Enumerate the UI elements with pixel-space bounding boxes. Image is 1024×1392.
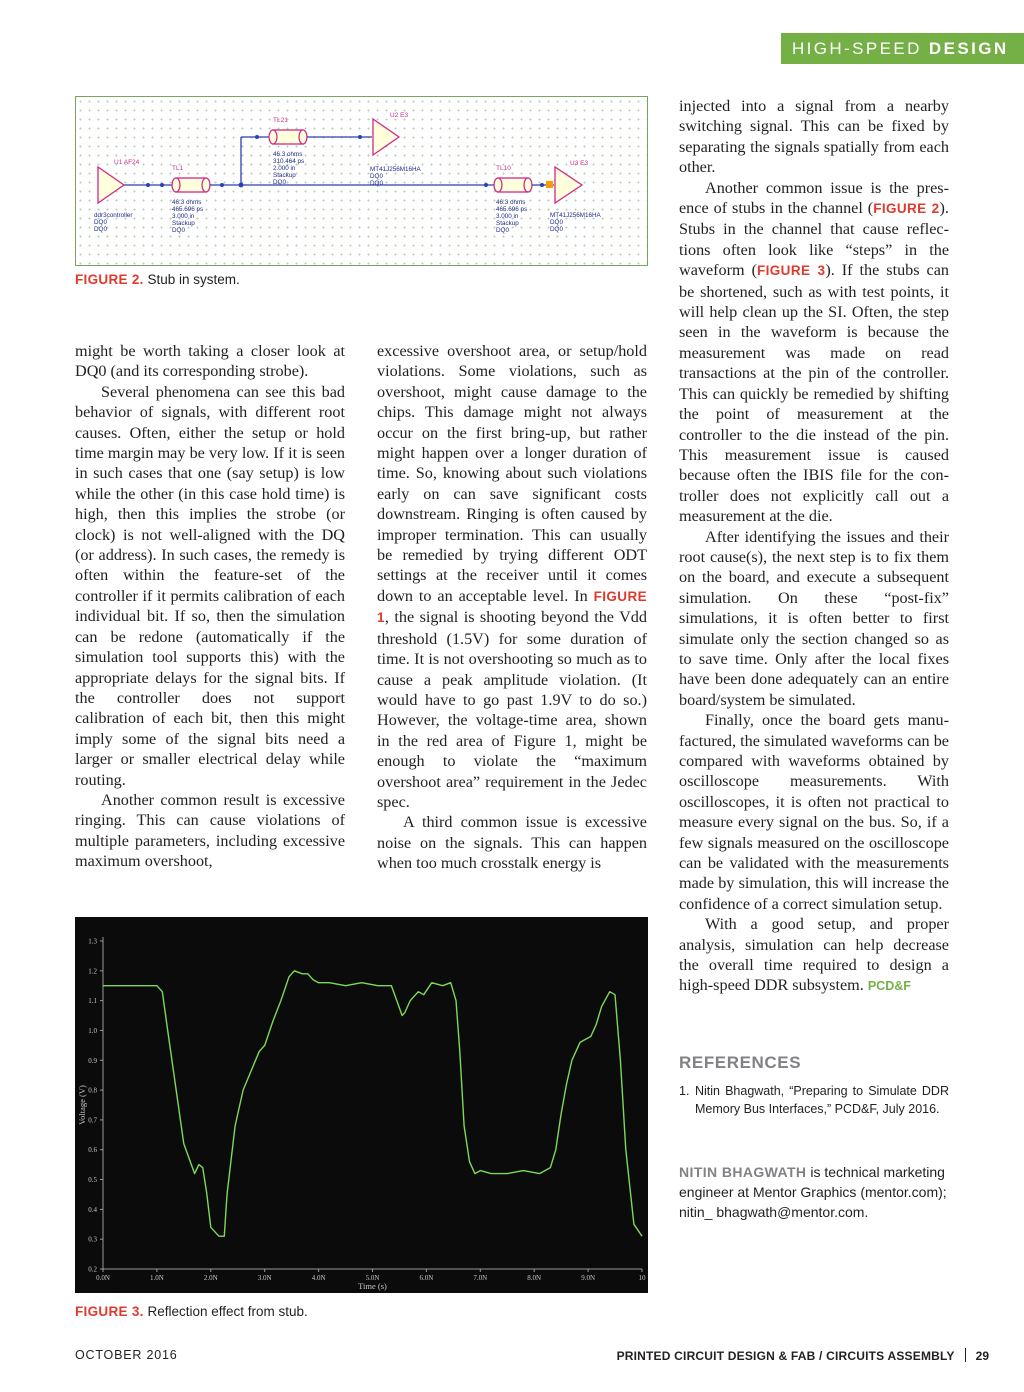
author-name: NITIN BHAGWATH <box>679 1164 807 1180</box>
tl10-label-3: Stackup <box>496 220 519 227</box>
schematic-svg <box>76 97 648 266</box>
figure-2-label: FIGURE 2. <box>75 272 144 287</box>
u3-label-2: DQ0 <box>550 226 563 233</box>
x-tick-label: 5.0N <box>365 1274 380 1282</box>
tl1-label-2: 3.000 in <box>172 213 195 220</box>
x-tick-label: 8.0N <box>527 1274 542 1282</box>
author-bio-text: is technical marketing engineer at Mentor Graphics (mentor.com); nitin_ bhagwath@mentor.com. <box>679 1164 947 1220</box>
u2-label-2: DQ0 <box>370 180 383 187</box>
u2-label-1: DQ0 <box>370 173 383 180</box>
col3-paragraph-3: After identifying the issues and their root cause(s), the next step is to fix them on the board, and execute a subsequent simulation. On these “post-fix” simulations, it is often better to first simulate only the section changed so as to save time. Only after the local fixes have been done adequately can an entire board/system be simulated. <box>679 527 949 709</box>
waveform-svg <box>75 917 648 1293</box>
y-tick-label: 0.8 <box>88 1086 97 1095</box>
col3-paragraph-4: Finally, once the board gets manufactured, the simulated waveforms can be compared with waveforms obtained by oscilloscope measurements. With oscilloscopes, it is often not practical to measure every signal on the bus. So, if a few signals measured on the oscilloscope can be validated with the measurements made by simulation, this will increase the confidence of a correct simulation setup. <box>679 711 949 913</box>
voltage-series-line <box>103 971 642 1236</box>
y-tick-label: 0.5 <box>88 1176 97 1185</box>
col3-paragraph-5 <box>679 914 949 997</box>
u3-label-0: MT41J256M16HA <box>550 212 601 219</box>
figure-2-caption <box>75 272 240 287</box>
x-tick-label: 0.0N <box>96 1274 110 1282</box>
y-tick-label: 0.6 <box>88 1146 97 1155</box>
col3-paragraph-2-b: ). Stubs in the channel that cause reflections often look like “steps” in the waveform ( <box>679 199 949 280</box>
x-tick-label: 2.0N <box>203 1274 218 1282</box>
signoff-mark: PCD&F <box>867 979 911 994</box>
y-tick-label: 0.4 <box>88 1205 97 1214</box>
column-2 <box>377 341 647 874</box>
tl1-label-1: 465.696 ps <box>172 206 204 213</box>
tl10-ref: TL10 <box>496 165 511 172</box>
col3-paragraph-5-text: With a good setup, and proper analysis, simulation can help decrease the overall time required to design a high-speed DDR subsystem. <box>679 915 949 995</box>
reference-item-1 <box>679 1082 949 1118</box>
tl1-ref: TL1 <box>172 165 184 172</box>
tl10-label-2: 3.000 in <box>496 213 519 220</box>
driver-label-0: ddr3controller <box>94 212 133 219</box>
figure-3-reference-link[interactable]: FIGURE 3 <box>756 263 826 279</box>
x-tick-label: 9.0N <box>581 1274 596 1282</box>
figure-3-label: FIGURE 3. <box>75 1304 144 1319</box>
tl21-ref: TL21 <box>273 117 288 124</box>
figure-3-chart <box>75 917 648 1293</box>
column-1 <box>75 341 345 872</box>
y-tick-label: 1.1 <box>88 997 97 1006</box>
y-tick-label: 1.2 <box>88 967 97 976</box>
col2-paragraph-2: A third common issue is excessive noise on the signals. This can happen when too much crosstalk energy is <box>377 813 647 873</box>
footer-divider <box>965 1348 966 1362</box>
u2-ref: U2 E3 <box>390 112 409 119</box>
tl1-label-4: DQ0 <box>172 227 185 234</box>
reference-1-number: 1. <box>679 1084 690 1098</box>
col2-paragraph-1-b: , the signal is shooting beyond the Vdd threshold (1.5V) for some duration of time. It is not overshooting so much as to cause a peak amplitude violation. (It would have to go past 1.9V to do so.) However, the voltage-time area, shown in the red area of Figure 1, might be enough to violate the “maximum overshoot area” requirement in the Jedec spec. <box>377 608 647 811</box>
y-tick-label: 0.2 <box>88 1265 97 1274</box>
reference-1-text: Nitin Bhagwath, “Preparing to Simulate DDR Memory Bus Interfaces,” PCD&F, July 2016. <box>695 1084 949 1116</box>
column-3 <box>679 96 949 997</box>
author-bio <box>679 1162 951 1222</box>
footer-publication-info <box>617 1348 989 1363</box>
page-number: 29 <box>975 1349 989 1363</box>
tl21-label-0: 46.3 ohms <box>273 151 303 158</box>
driver-label-1: DQ0 <box>94 219 107 226</box>
section-header-light: HIGH-SPEED <box>792 39 929 58</box>
col3-paragraph-2 <box>679 178 949 527</box>
x-tick-label: 7.0N <box>473 1274 488 1282</box>
section-header-bold: DESIGN <box>928 39 1009 58</box>
y-tick-label: 1.0 <box>88 1026 97 1035</box>
y-tick-label: 1.3 <box>88 937 97 946</box>
u2-label-0: MT41J256M16HA <box>370 166 421 173</box>
x-tick-label: 6.0N <box>419 1274 434 1282</box>
tl10-label-1: 465.696 ps <box>496 206 528 213</box>
figure-2-caption-text: Stub in system. <box>143 272 240 287</box>
figure-3-caption-text: Reflection effect from stub. <box>143 1304 308 1319</box>
figure-1-reference-link[interactable]: FIGURE 1 <box>377 588 647 626</box>
y-tick-labels <box>88 938 103 1274</box>
tl21-label-4: DQ0 <box>273 179 286 186</box>
col2-paragraph-1-a: excessive overshoot area, or setup/hold violations. Some violations, such as overshoot, might cause damage to the chips. This damage might not always occur on the first bring-up, but rather might happen over a longer duration of time. So, knowing about such violations early on can save significant costs downstream. Ringing is often caused by improper termination. This can usually be remedied by trying different ODT settings at the receiver until it comes down to an acceptable level. In <box>377 342 647 605</box>
y-axis-label: Voltage (V) <box>77 1085 87 1125</box>
col1-paragraph-2: Several phenomena can see this bad behavior of signals, with different root causes. Often, either the setup or hold time margin may be very low. If it is seen in such cases that one (say setup) is low while the other (in this case hold time) is high, then this implies the strobe (or clock) is not well-aligned with the DQ (or address). In such cases, the remedy is often within the feature-set of the controller if it permits calibration of each individual bit. If so, then the simulation can be redone (automatically if the simulation tool supports this) with the appropriate delays for the signal bits. If the controller does not support calibration of each bit, then this might imply some of the signal bits need a larger or smaller electrical delay while routing. <box>75 382 345 789</box>
tl1-label-0: 46.3 ohms <box>172 199 202 206</box>
figure-3-caption <box>75 1304 308 1319</box>
probe-marker <box>546 181 553 188</box>
u3-label-1: DQ0 <box>550 219 563 226</box>
tl10-label-0: 46.3 ohms <box>496 199 526 206</box>
footer-publication: PRINTED CIRCUIT DESIGN & FAB / CIRCUITS ASSEMBLY <box>616 1349 955 1363</box>
col1-paragraph-1: might be worth taking a closer look at DQ0 (and its corresponding strobe). <box>75 342 345 381</box>
chart-axes <box>103 937 642 1269</box>
tl21-label-3: Stackup <box>273 172 296 179</box>
col3-paragraph-1: injected into a signal from a nearby switching signal. This can be fixed by separating the signals spatially from each other. <box>679 97 949 177</box>
col1-paragraph-3: Another common result is excessive ringing. This can cause violations of multiple parameters, including excessive maximum overshoot, <box>75 790 345 871</box>
x-axis-label: Time (s) <box>358 1281 387 1291</box>
x-tick-label: 10 <box>638 1274 646 1282</box>
x-tick-label: 1.0N <box>149 1274 164 1282</box>
tl21-label-1: 310.464 ps <box>273 158 305 165</box>
y-tick-label: 0.9 <box>88 1056 97 1065</box>
footer-date: OCTOBER 2016 <box>75 1348 178 1362</box>
tl10-label-4: DQ0 <box>496 227 509 234</box>
col2-paragraph-1 <box>377 341 647 812</box>
driver-label-2: DQ0 <box>94 226 107 233</box>
col3-paragraph-2-c: ). If the stubs can be shortened, such as with test points, it will help clean up the SI. Often, the step seen in the waveform is because the measurement was made on read transactions at the pin of the controller. This can quickly be remedied by shifting the point of measurement at the controller to the die instead of the pin. This measurement issue is caused because often the IBIS file for the controller does not explicitly call out a measurement at the die. <box>679 261 949 526</box>
section-header <box>781 33 1024 64</box>
x-tick-label: 3.0N <box>257 1274 272 1282</box>
figure-2-schematic <box>75 96 648 266</box>
u3-ref: U3 E3 <box>570 160 589 167</box>
y-tick-label: 0.3 <box>88 1235 97 1244</box>
figure-2-reference-link[interactable]: FIGURE 2 <box>873 201 940 217</box>
x-tick-label: 4.0N <box>311 1274 326 1282</box>
col3-paragraph-2-a: Another common issue is the presence of stubs in the channel ( <box>679 178 949 218</box>
tl1-label-3: Stackup <box>172 220 195 227</box>
tl21-label-2: 2.000 in <box>273 165 296 172</box>
driver-ref: U1 AF24 <box>114 159 140 166</box>
references-heading: REFERENCES <box>679 1053 802 1072</box>
y-tick-label: 0.7 <box>88 1116 97 1125</box>
